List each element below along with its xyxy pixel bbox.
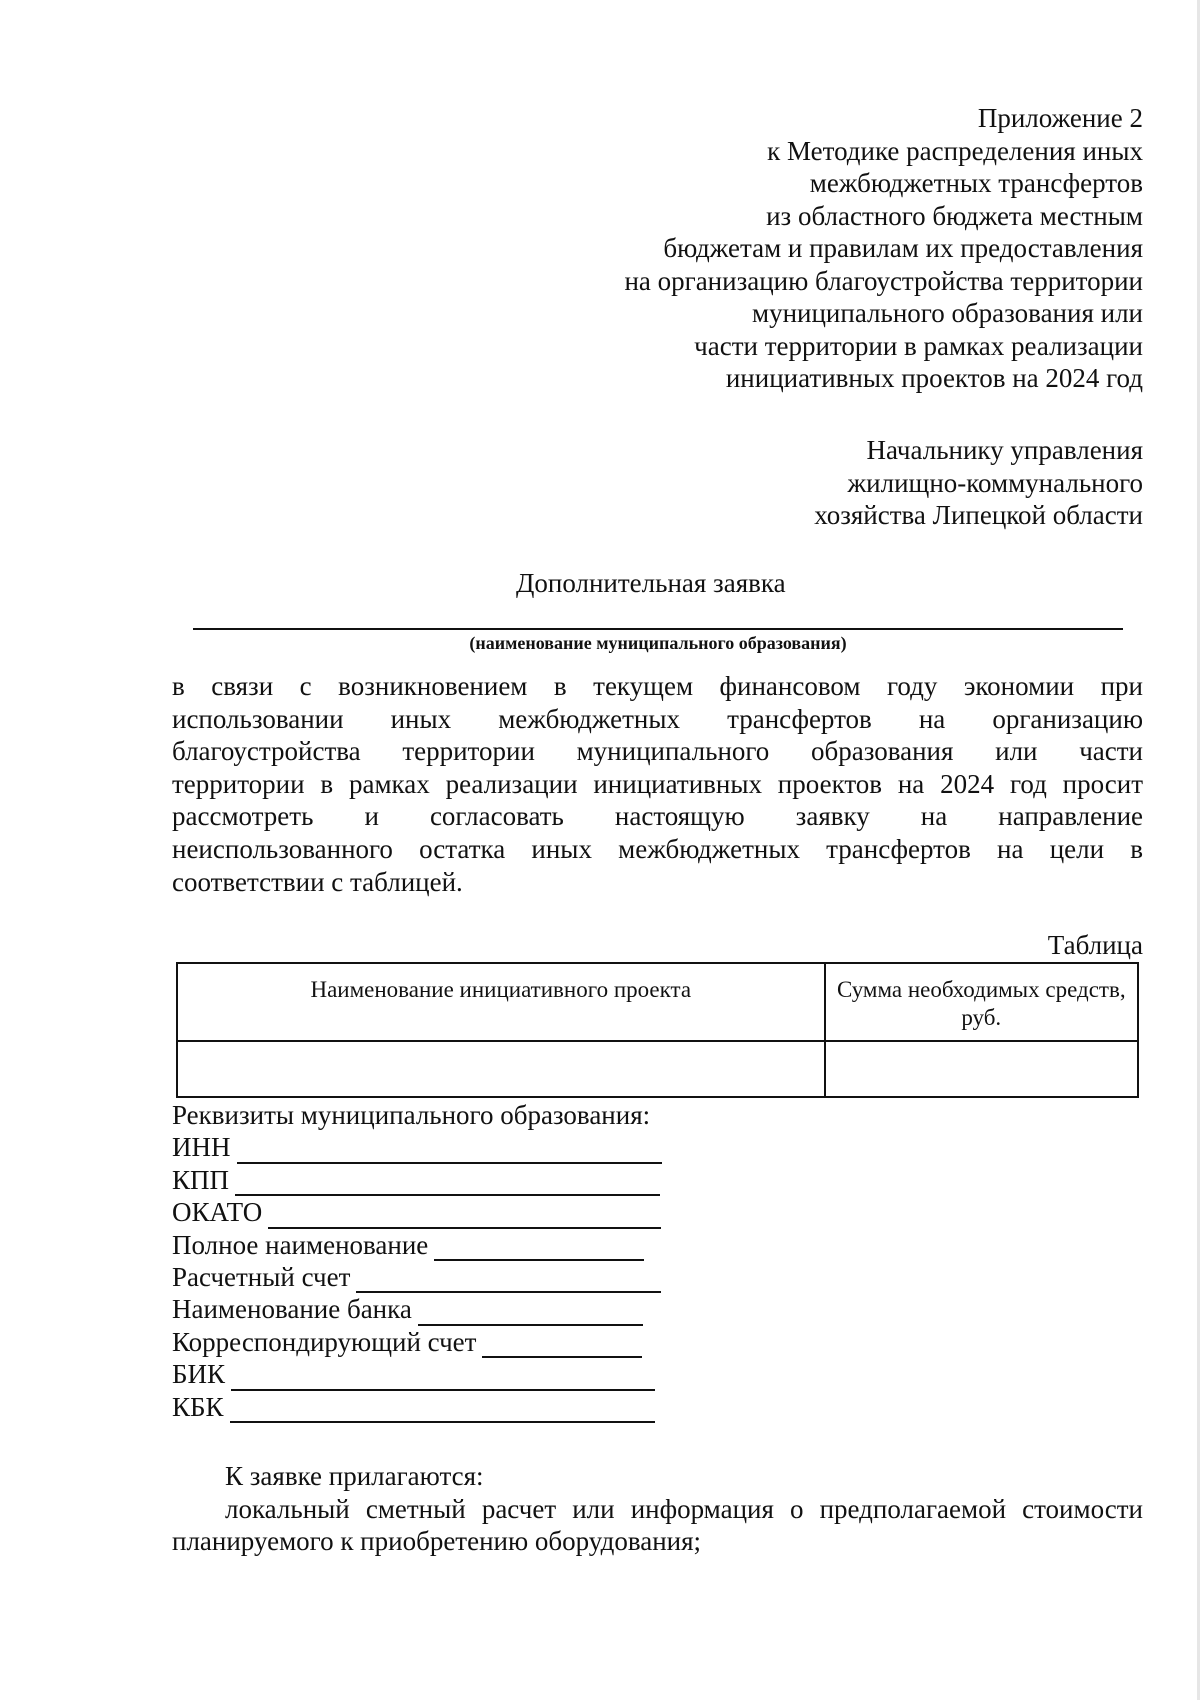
- paragraph-line: территории в рамках реализации инициативных проектов на 2024 год просит: [172, 768, 1143, 799]
- table-cell-project-name[interactable]: [177, 1041, 825, 1097]
- kbk-field[interactable]: [230, 1395, 655, 1423]
- appendix-line: Приложение 2: [977, 103, 1143, 133]
- requisite-row-full-name: [172, 1229, 662, 1261]
- appendix-line: межбюджетных трансфертов: [809, 168, 1143, 198]
- appendix-line: из областного бюджета местным: [766, 200, 1143, 231]
- addressee-line: Начальнику управления: [866, 435, 1143, 465]
- addressee-line: хозяйства Липецкой области: [814, 500, 1143, 530]
- requisite-label: Расчетный счет: [172, 1262, 351, 1293]
- requisite-label: Полное наименование: [172, 1229, 429, 1260]
- attachment-line: планируемого к приобретению оборудования;: [172, 1526, 702, 1556]
- requisite-label: КБК: [172, 1391, 224, 1422]
- requisites-block: [172, 1099, 662, 1423]
- requisite-label: Наименование банка: [172, 1294, 412, 1325]
- municipality-caption: (наименование муниципального образования): [469, 633, 847, 653]
- requisite-row-kbk: [172, 1391, 662, 1423]
- paragraph-line: соответствии с таблицей.: [172, 866, 463, 897]
- settlement-account-field[interactable]: [356, 1265, 661, 1293]
- attachments-block: [172, 1460, 1143, 1558]
- appendix-line: инициативных проектов на 2024 год: [725, 363, 1143, 393]
- bank-name-field[interactable]: [418, 1298, 643, 1326]
- requisite-label: КПП: [172, 1164, 230, 1195]
- bik-field[interactable]: [231, 1363, 655, 1391]
- appendix-line: части территории в рамках реализации: [694, 330, 1143, 361]
- paragraph-line: использовании иных межбюджетных трансфертов на организацию: [172, 703, 1143, 734]
- requisite-label: БИК: [172, 1359, 226, 1390]
- requisite-label: Корреспондирующий счет: [172, 1326, 477, 1357]
- attachment-line: локальный сметный расчет или информация о предполагаемой стоимости: [225, 1493, 1143, 1524]
- kpp-field[interactable]: [235, 1168, 660, 1196]
- attachments-heading: К заявке прилагаются:: [225, 1461, 484, 1491]
- requisites-heading: Реквизиты муниципального образования:: [172, 1100, 651, 1130]
- inn-field[interactable]: [237, 1136, 662, 1164]
- requisite-row-corr-account: [172, 1326, 662, 1358]
- appendix-line: муниципального образования или: [752, 298, 1143, 328]
- appendix-header: [443, 102, 1143, 395]
- table-row: [177, 1041, 1138, 1097]
- table-label: Таблица: [1047, 930, 1143, 960]
- requisite-row-inn: [172, 1131, 662, 1163]
- appendix-line: на организацию благоустройства территории: [624, 265, 1143, 296]
- requisite-label: ИНН: [172, 1132, 231, 1163]
- column-header-project-name: Наименование инициативного проекта: [177, 963, 825, 1041]
- paragraph-line: в связи с возникновением в текущем финансовом году экономии при: [172, 671, 1143, 701]
- addressee-block: [543, 434, 1143, 532]
- okato-field[interactable]: [268, 1201, 661, 1229]
- paragraph-line: рассмотреть и согласовать настоящую заявку на направление: [172, 801, 1143, 832]
- table-header-row: [177, 963, 1138, 1041]
- column-header-required-amount: Сумма необходимых средств, руб.: [825, 963, 1138, 1041]
- requisite-row-account: [172, 1261, 662, 1293]
- paragraph-line: благоустройства территории муниципального образования или части: [172, 736, 1143, 767]
- full-name-field[interactable]: [434, 1233, 644, 1261]
- requisite-row-okato: [172, 1196, 662, 1228]
- requisite-row-bank-name: [172, 1293, 662, 1325]
- table-cell-required-amount[interactable]: [825, 1041, 1138, 1097]
- requisite-row-kpp: [172, 1164, 662, 1196]
- document-title: Дополнительная заявка: [516, 568, 786, 598]
- request-paragraph: [172, 670, 1143, 898]
- requisite-label: ОКАТО: [172, 1197, 263, 1228]
- appendix-line: бюджетам и правилам их предоставления: [663, 233, 1143, 263]
- requisite-row-bik: [172, 1358, 662, 1390]
- addressee-line: жилищно-коммунального: [847, 467, 1143, 498]
- appendix-line: к Методике распределения иных: [767, 135, 1143, 166]
- municipality-name-field[interactable]: [193, 628, 1123, 630]
- projects-table: [176, 962, 1139, 1098]
- correspondent-account-field[interactable]: [482, 1330, 642, 1358]
- paragraph-line: неиспользованного остатка иных межбюджетных трансфертов на цели в: [172, 833, 1143, 864]
